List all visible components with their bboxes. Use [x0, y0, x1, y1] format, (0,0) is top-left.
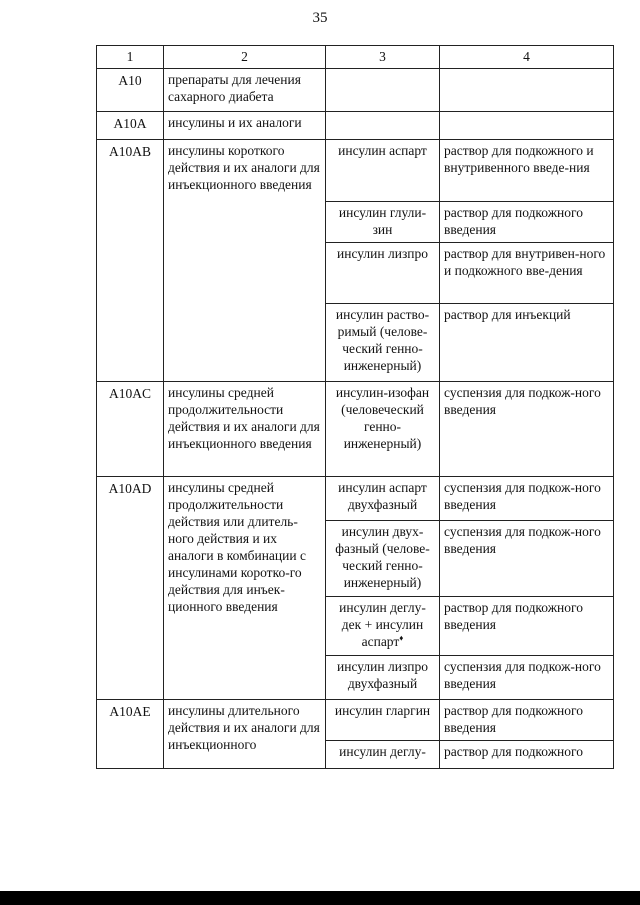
drug-name: инсулин двух-фазный (челове-ческий генно-инженерный) — [335, 524, 430, 590]
dosage-form-cell: раствор для подкожного введения — [440, 202, 614, 243]
drug-name: инсулин деглу- — [339, 744, 426, 759]
drug-name: инсулин деглу-дек + инсулин аспарт — [339, 600, 426, 649]
drug-name: инсулин глули-зин — [338, 205, 427, 237]
column-header: 1 — [97, 46, 164, 69]
drug-name: инсулин аспарт двухфазный — [338, 480, 427, 512]
dosage-form-cell: суспензия для подкож-ного введения — [440, 382, 614, 477]
drug-name-cell — [326, 382, 440, 477]
atc-code-cell: A10 — [97, 69, 164, 112]
drug-name-cell — [326, 112, 440, 140]
atc-code-cell: A10AE — [97, 700, 164, 769]
drug-name: инсулин аспарт — [338, 143, 427, 158]
atc-group-cell: препараты для лечения сахарного диабета — [164, 69, 326, 112]
dosage-form-cell: раствор для подкожного введения — [440, 700, 614, 741]
drug-name: инсулин раство-римый (челове-ческий генно-инженерный) — [335, 307, 430, 373]
drug-name-cell — [326, 140, 440, 202]
drug-name-cell — [326, 597, 440, 656]
column-header: 2 — [164, 46, 326, 69]
atc-code-cell: A10A — [97, 112, 164, 140]
table-row — [97, 69, 614, 112]
dosage-form-cell: суспензия для подкож-ного введения — [440, 521, 614, 597]
drug-name: инсулин лизпро — [337, 246, 428, 261]
scan-border — [0, 891, 640, 905]
table-row — [97, 700, 614, 741]
dosage-form-cell: суспензия для подкож-ного введения — [440, 656, 614, 700]
drug-name-cell — [326, 741, 440, 769]
column-header: 3 — [326, 46, 440, 69]
footnote-mark: ♦ — [399, 633, 404, 643]
dosage-form-cell: раствор для подкожного и внутривенного введе-ния — [440, 140, 614, 202]
table-row — [97, 112, 614, 140]
drug-name-cell — [326, 521, 440, 597]
atc-group-cell: инсулины средней продолжительности действия и их аналоги для инъекционного введения — [164, 382, 326, 477]
column-header: 4 — [440, 46, 614, 69]
dosage-form-cell — [440, 69, 614, 112]
dosage-form-cell: раствор для подкожного — [440, 741, 614, 769]
drug-name: инсулин гларгин — [334, 703, 431, 718]
drug-name-cell — [326, 202, 440, 243]
dosage-form-cell: раствор для внутривен-ного и подкожного вве-дения — [440, 243, 614, 304]
drug-name: инсулин лизпро двухфазный — [337, 659, 428, 691]
drug-table — [96, 45, 614, 769]
table-header-row — [97, 46, 614, 69]
drug-name-cell — [326, 304, 440, 382]
dosage-form-cell: суспензия для подкож-ного введения — [440, 477, 614, 521]
atc-code-cell: A10AD — [97, 477, 164, 700]
table-row — [97, 140, 614, 202]
table-body — [97, 69, 614, 769]
drug-name-cell — [326, 700, 440, 741]
atc-code-cell: A10AC — [97, 382, 164, 477]
atc-group-cell: инсулины средней продолжительности действия или длитель-ного действия и их аналоги в комбинации с инсулинами коротко-го действия для инъек-ционного введения — [164, 477, 326, 700]
drug-name-cell — [326, 477, 440, 521]
atc-group-cell: инсулины короткого действия и их аналоги для инъекционного введения — [164, 140, 326, 382]
dosage-form-cell: раствор для инъекций — [440, 304, 614, 382]
drug-name: инсулин-изофан (человеческий генно-инженерный) — [335, 385, 430, 451]
atc-code-cell: A10AB — [97, 140, 164, 382]
dosage-form-cell: раствор для подкожного введения — [440, 597, 614, 656]
drug-name-cell — [326, 656, 440, 700]
page-number: 35 — [312, 10, 328, 26]
atc-group-cell: инсулины длительного действия и их аналоги для инъекционного — [164, 700, 326, 769]
table-row — [97, 477, 614, 521]
table-row — [97, 382, 614, 477]
dosage-form-cell — [440, 112, 614, 140]
drug-name-cell — [326, 69, 440, 112]
atc-group-cell: инсулины и их аналоги — [164, 112, 326, 140]
drug-name-cell — [326, 243, 440, 304]
